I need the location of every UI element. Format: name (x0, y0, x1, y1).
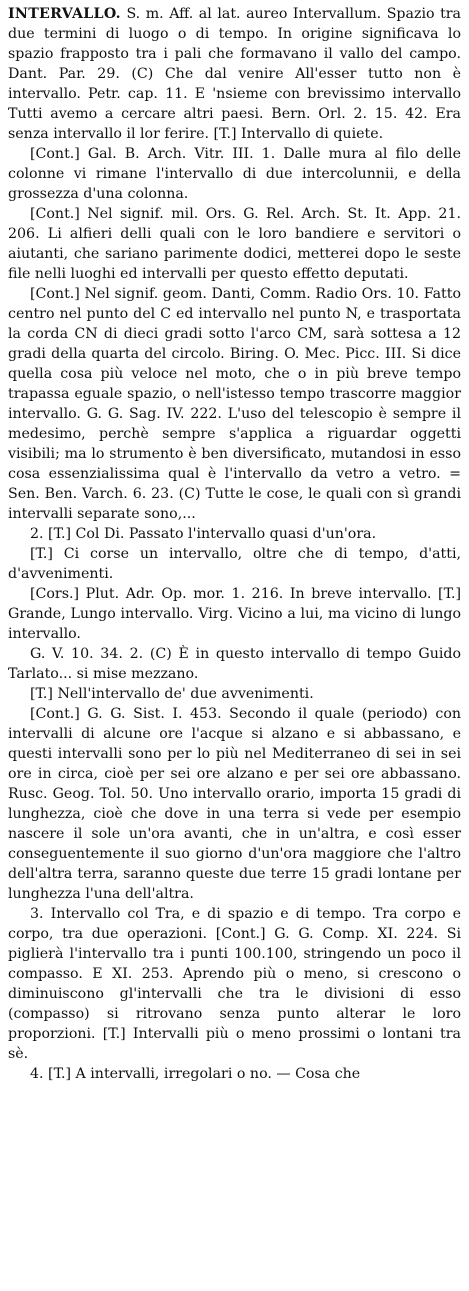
entry-definition (8, 4, 461, 144)
entry-paragraph: [Cont.] Gal. B. Arch. Vitr. III. 1. Dalle mura al filo delle colonne vi rimane l'intervallo di due intercolunnii, e della grossezza d'una colonna. (8, 146, 461, 202)
entry-paragraph: G. V. 10. 34. 2. (C) È in questo intervallo di tempo Guido Tarlato... si mise mezzano. (8, 646, 461, 682)
entry-paragraph: [Cont.] Nel signif. mil. Ors. G. Rel. Arch. St. It. App. 21. 206. Li alfieri delli quali con le loro bandiere e servitori o aiutanti, che sariano parimente dodici, metterei dopo le seste file nelli luoghi ed intervalli per questo effetto deputati. (8, 206, 461, 282)
entry-paragraph-text: S. m. Aff. al lat. aureo Intervallum. Spazio tra due termini di luogo o di tempo. In origine significava lo spazio frapposto tra i pali che formavano il vallo del campo. Dant. Par. 29. (C) Che dal venire All'esser tutto non è intervallo. Petr. cap. 11. E 'nsieme con brevissimo intervallo Tutti avemo a cercare altri paesi. Bern. Orl. 2. 15. 42. Era senza intervallo il lor ferire. [T.] Intervallo di quiete. (8, 6, 462, 142)
entry-headword: INTERVALLO. (8, 6, 121, 22)
entry-paragraph: [T.] Ci corse un intervallo, oltre che di tempo, d'atti, d'avvenimenti. (8, 546, 461, 582)
entry-paragraph: [Cont.] G. G. Sist. I. 453. Secondo il quale (periodo) con intervalli di alcune ore l'acque si alzano e si abbassano, e questi intervalli sono per lo più nel Mediterraneo di sei in sei ore in circa, cioè per sei ore alzano e per sei ore abbassano. Rusc. Geog. Tol. 50. Uno intervallo orario, importa 15 gradi di lunghezza, cioè che dove in una terra si vede per esempio nascere il sole un'ora avanti, che in un'altra, e così esser conseguentemente il suo giorno d'un'ora maggiore che l'altro dell'altra terra, saranno queste due terre 15 gradi lontane per lunghezza l'una dell'altra. (8, 706, 461, 902)
entry-paragraph: 2. [T.] Col Di. Passato l'intervallo quasi d'un'ora. (30, 526, 377, 542)
entry-paragraph: 4. [T.] A intervalli, irregolari o no. — Cosa che (30, 1066, 361, 1082)
entry-paragraph: [T.] Nell'intervallo de' due avvenimenti. (30, 686, 314, 702)
entry-paragraph: [Cont.] Nel signif. geom. Danti, Comm. Radio Ors. 10. Fatto centro nel punto del C ed intervallo nel punto N, e trasportata la corda CN di dieci gradi sotto l'arco CM, sarà sottesa a 12 gradi della quarta del circolo. Biring. O. Mec. Picc. III. Si dice quella cosa più veloce nel moto, che o in più breve tempo trapassa eguale spazio, o nell'istesso tempo trascorre maggior intervallo. G. G. Sag. IV. 222. L'uso del telescopio è sempre il medesimo, perchè sempre s'applica a riguardar oggetti visibili; ma lo strumento è ben diversificato, mutandosi in esso cosa essenzialissima qual è l'intervallo da vetro a vetro. = Sen. Ben. Varch. 6. 23. (C) Tutte le cose, le quali con sì grandi intervalli separate sono,... (8, 286, 461, 522)
entry-paragraph: 3. Intervallo col Tra, e di spazio e di tempo. Tra corpo e corpo, tra due operazioni. [Cont.] G. G. Comp. XI. 224. Si piglierà l'intervallo tra i punti 100.100, stringendo un poco il compasso. E XI. 253. Aprendo più o meno, si crescono o diminuiscono gl'intervalli che tra le divisioni di esso (compasso) si ritrovano senza punto alterar le loro proporzioni. [T.] Intervalli più o meno prossimi o lontani tra sè. (8, 906, 461, 1062)
entry-paragraph: [Cors.] Plut. Adr. Op. mor. 1. 216. In breve intervallo. [T.] Grande, Lungo intervallo. Virg. Vicino a lui, ma vicino di lungo intervallo. (8, 586, 461, 642)
